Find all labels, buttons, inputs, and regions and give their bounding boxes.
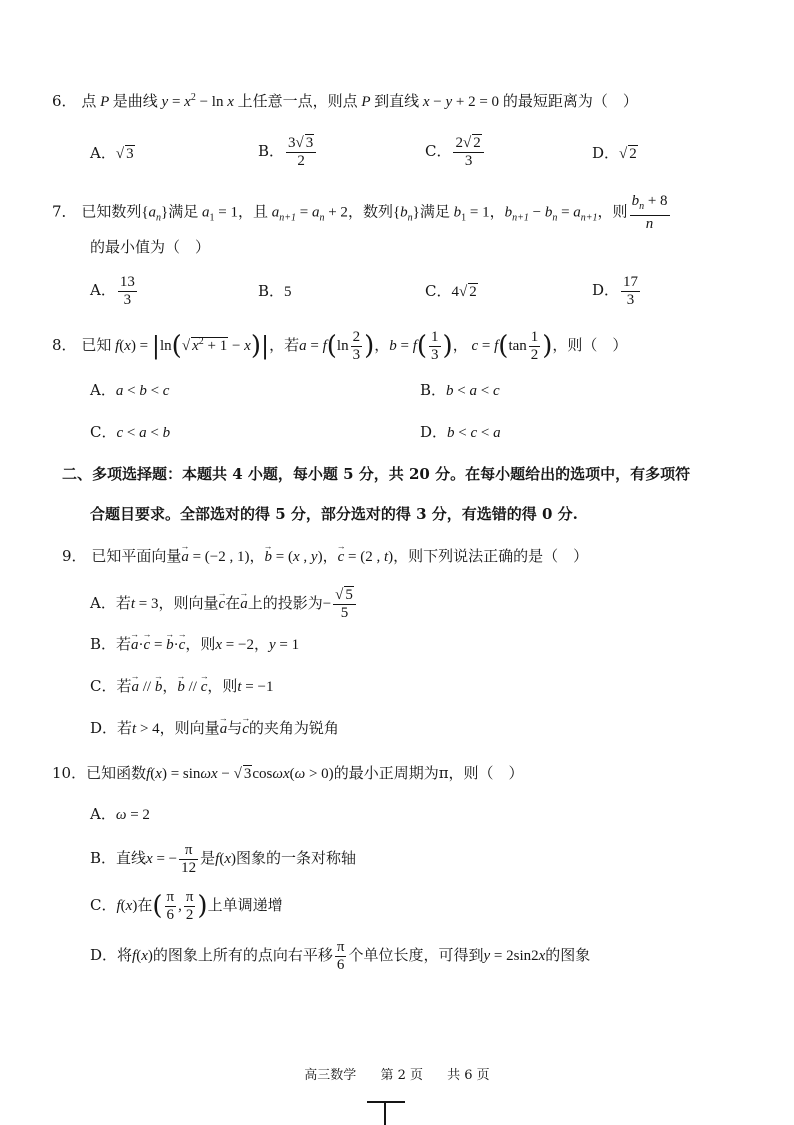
q8-option-b: B．b < a < c: [420, 381, 500, 399]
q7-option-b: B．5: [258, 282, 292, 300]
question-8: 8． 已知 f(x) = |ln(√ $x^2 + 1 - x)|$，若a = f(ln $\frac{2}{3}$ )，b = f( $\frac{1}{3}$ )， c = f(tan $\frac{1}{2}$ )，则（ ）: [52, 328, 628, 363]
question-7: 7． 已知数列$\{a_n\}$满足 $a_1 = 1$，且 $a_{n+1} = a_n + 2$，数列$\{b_n\}$满足 $b_1 = 1$，$b_{n+1} - b_n = a_{n+1}$，则 $\frac{b_n + 8}{n}$: [52, 193, 668, 232]
q7-option-a: A． $\frac{13}{3}$: [90, 273, 135, 308]
question-9: 9． 已知平面向量→ a = (−2 , 1)，→ b = (x , y)，→ c = (2 , t)，则下列说法正确的是（ ）: [62, 545, 588, 568]
q6-option-b: B． $\frac{3√ 3}{2}$: [258, 131, 318, 171]
q10-option-c: C．f(x)在( $\frac{\pi}{6}$ , $\frac{\pi}{2}$ )上单调递增: [90, 888, 283, 923]
q6-option-c: C． $\frac{2√ 2}{3}$: [425, 131, 486, 171]
q7-option-c: C．4√ 2: [425, 282, 477, 300]
footer-subject: 高三数学: [304, 1068, 357, 1083]
question-7-cont: 的最小值为（ ）: [90, 238, 211, 256]
footer-page: 第 2 页: [380, 1068, 423, 1083]
q7-option-d: D． $\frac{17}{3}$: [592, 273, 639, 308]
q8-option-c: C．c < a < b: [90, 423, 171, 441]
q9-option-c: C．若→ a // → b，→ b // → c，则t = −1: [90, 675, 273, 698]
q8-option-d: D．b < c < a: [420, 423, 501, 441]
q6-option-a: A．√ 3: [90, 144, 134, 162]
q10-option-b: B．直线x = − $\frac{\pi}{12}$ 是f(x)图象的一条对称轴: [90, 841, 356, 876]
section-2-instructions: 合题目要求。全部选对的得 5 分，部分选对的得 3 分，有选错的得 0 分.: [90, 505, 578, 523]
q8-option-a: A．a < b < c: [90, 381, 170, 399]
page-footer: [0, 1064, 794, 1083]
question-10: 10．已知函数f(x) = sinωx − √ 3cosωx(ω > 0)的最小正周期为π，则（ ）: [52, 764, 524, 782]
section-2-heading: 二、多项选择题：本题共 4 小题，每小题 5 分，共 20 分。在每小题给出的选项中，有多项符: [62, 465, 691, 483]
binding-mark: [367, 1101, 405, 1104]
q9-option-d: D．若t > 4，则向量→ a与→ c的夹角为锐角: [90, 717, 339, 740]
q9-option-b: B．若→ a·→ c = → b·→ c，则x = −2，y = 1: [90, 633, 299, 656]
q6-option-d: D．√ 2: [592, 144, 637, 162]
q10-option-d: D．将f(x)的图象上所有的点向右平移 $\frac{\pi}{6}$ 个单位长度，可得到y = 2sin2x的图象: [90, 938, 591, 973]
question-6: 6． 点 P 是曲线 $y = x^2 - \ln x$ 上任意一点，则点 P 到直线 x − y + 2 = 0 的最短距离为（ ）: [52, 92, 638, 110]
q10-option-a: A．ω = 2: [90, 805, 150, 823]
q9-option-a: A．若t = 3，则向量→ c在→ a上的投影为− $\frac{√ 5}{5}$: [90, 583, 358, 624]
footer-total: 共 6 页: [447, 1068, 490, 1083]
